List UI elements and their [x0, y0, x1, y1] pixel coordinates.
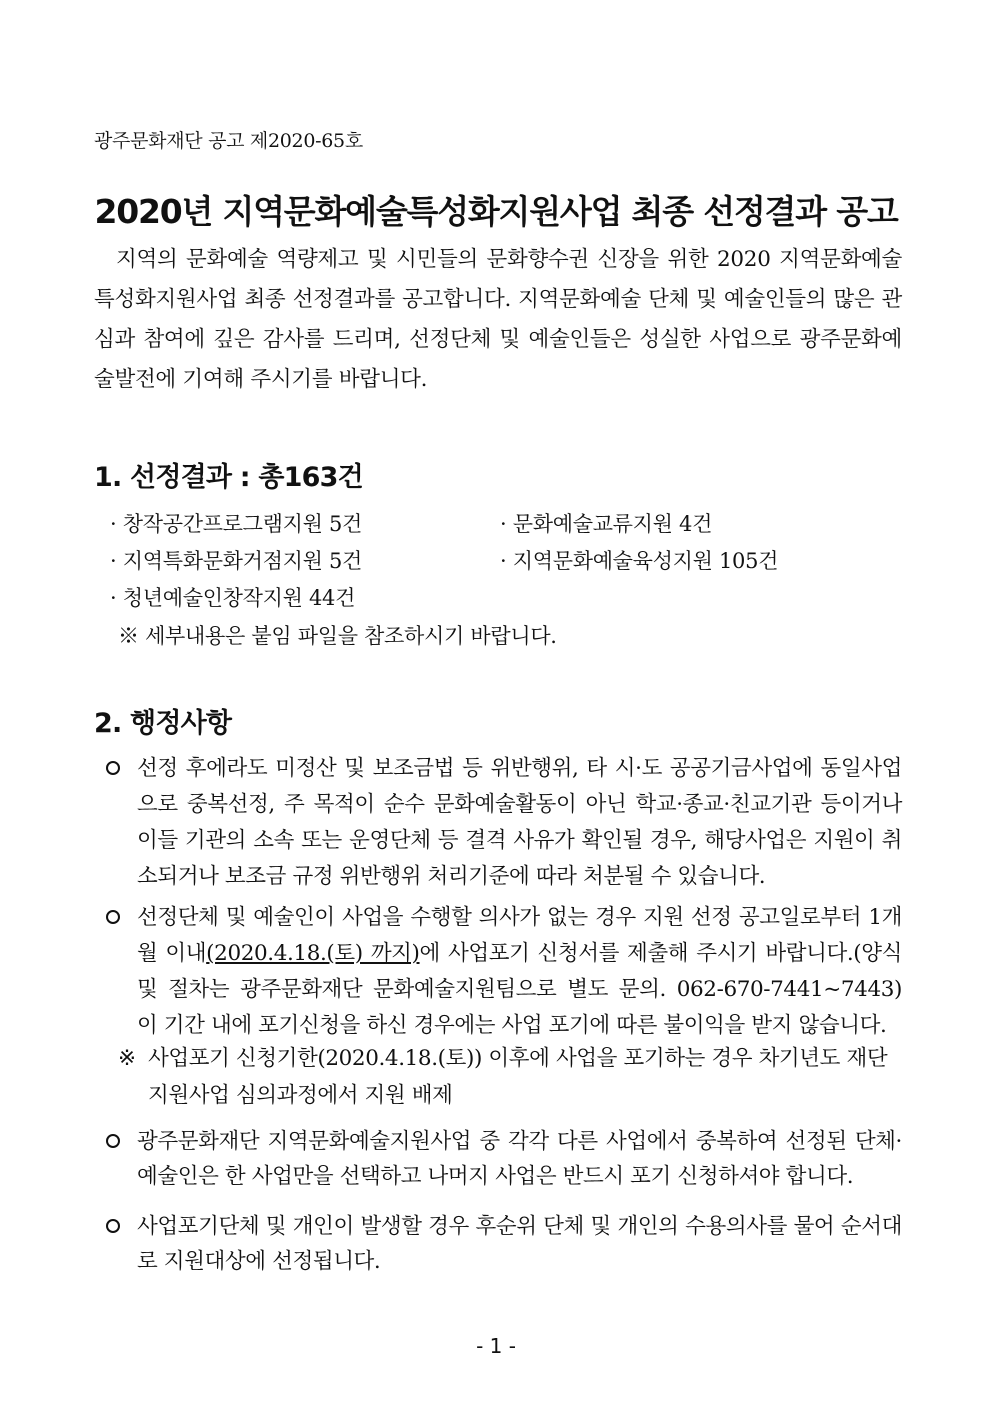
admin-item-3 — [94, 1124, 902, 1194]
result-item-young-artists: · 청년예술인창작지원 44건 — [110, 586, 356, 610]
withdrawal-deadline-note — [118, 1040, 902, 1114]
section1-heading: 1. 선정결과 : 총163건 — [94, 462, 363, 493]
page-title: 2020년 지역문화예술특성화지원사업 최종 선정결과 공고 — [94, 192, 898, 231]
section2-heading: 2. 행정사항 — [94, 708, 232, 739]
admin-item-3-text: 광주문화재단 지역문화예술지원사업 중 각각 다른 사업에서 중복하여 선정된 단체·예술인은 한 사업만을 선택하고 나머지 사업은 반드시 포기 신청하셔야 합니다. — [137, 1129, 902, 1189]
circle-bullet-icon — [106, 1134, 120, 1148]
result-item-exchange: · 문화예술교류지원 4건 — [500, 512, 713, 536]
withdrawal-note-line1: 사업포기 신청기한(2020.4.18.(토)) 이후에 사업을 포기하는 경우 차기년도 재단 — [148, 1046, 888, 1071]
admin-item-1 — [94, 751, 902, 895]
attachment-note: ※ 세부내용은 붙임 파일을 참조하시기 바랍니다. — [118, 624, 557, 648]
result-item-regional-hub: · 지역특화문화거점지원 5건 — [110, 549, 363, 573]
result-item-local-arts: · 지역문화예술육성지원 105건 — [500, 549, 779, 573]
withdrawal-note-line2: 지원사업 심의과정에서 지원 배제 — [148, 1083, 453, 1108]
page-number: - 1 - — [476, 1334, 516, 1358]
admin-item-4 — [94, 1209, 902, 1279]
admin-item-4-text: 사업포기단체 및 개인이 발생할 경우 후순위 단체 및 개인의 수용의사를 물어 순서대로 지원대상에 선정됩니다. — [137, 1214, 902, 1274]
admin-item-2 — [94, 900, 902, 1044]
circle-bullet-icon — [106, 1219, 120, 1233]
result-item-creative-space: · 창작공간프로그램지원 5건 — [110, 512, 363, 536]
notice-number: 광주문화재단 공고 제2020-65호 — [94, 130, 363, 152]
circle-bullet-icon — [106, 761, 120, 775]
intro-text: 지역의 문화예술 역량제고 및 시민들의 문화향수권 신장을 위한 2020 지역문화예술특성화지원사업 최종 선정결과를 공고합니다. 지역문화예술 단체 및 예술인들의 많은 관심과 참여에 깊은 감사를 드리며, 선정단체 및 예술인들은 성실한 사업으로 광주문화예술발전에 기여해 주시기를 바랍니다. — [94, 247, 902, 392]
intro-paragraph — [94, 240, 902, 400]
admin-item-2-text-part1: 선정단체 및 예술인이 사업을 수행할 의사가 없는 경우 지원 선정 공고일로부터 1개월 이내 — [137, 905, 902, 966]
deadline-underlined: (2020.4.18.(토) 까지) — [206, 941, 420, 966]
circle-bullet-icon — [106, 910, 120, 924]
admin-item-2-text — [137, 900, 902, 1044]
reference-mark: ※ — [118, 1046, 136, 1071]
admin-item-2-text-part2: 에 사업포기 신청서를 제출해 주시기 바랍니다.(양식 및 절차는 광주문화재단 문화예술지원팀으로 별도 문의. 062-670-7441~7443) 이 기간 내에 포기신청을 하신 경우에는 사업 포기에 따른 불이익을 받지 않습니다. — [137, 941, 902, 1038]
admin-item-1-text: 선정 후에라도 미정산 및 보조금법 등 위반행위, 타 시·도 공공기금사업에 동일사업으로 중복선정, 주 목적이 순수 문화예술활동이 아닌 학교·종교·친교기관 등이거나 이들 기관의 소속 또는 운영단체 등 결격 사유가 확인될 경우, 해당사업은 지원이 취소되거나 보조금 규정 위반행위 처리기준에 따라 처분될 수 있습니다. — [137, 756, 902, 889]
